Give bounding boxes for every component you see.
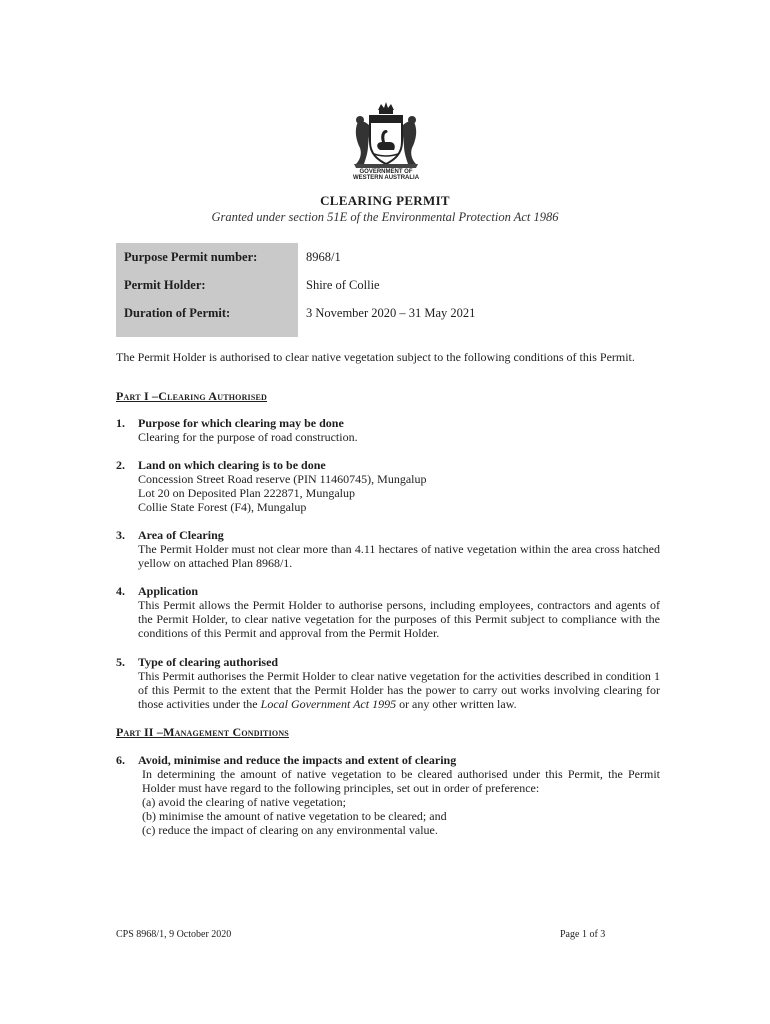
document-subtitle: Granted under section 51E of the Environmental Protection Act 1986 [211,210,559,224]
condition-number: 1. [116,416,125,430]
condition-body [142,767,660,837]
condition-body [138,472,660,514]
info-row-duration [116,299,660,327]
condition-title: Purpose for which clearing may be done [138,416,344,430]
condition-body [138,598,660,640]
info-value: 3 November 2020 – 31 May 2021 [306,306,476,320]
condition-text: The Permit Holder must not clear more than 4.11 hectares of native vegetation within the area cross hatched yellow on attached Plan 8968/1. [138,542,660,570]
condition-number: 4. [116,584,125,598]
condition-line: Concession Street Road reserve (PIN 11460745), Mungalup [138,472,427,486]
government-crest-logo [346,102,426,180]
info-label: Purpose Permit number: [116,243,298,271]
document-title: CLEARING PERMIT [320,193,450,208]
info-label-spacer [116,327,298,337]
info-row-permit-number [116,243,660,271]
condition-number: 6. [116,753,125,767]
logo-text-line1: GOVERNMENT OF [359,169,413,175]
condition-title: Application [138,584,199,598]
condition-line: Collie State Forest (F4), Mungalup [138,500,307,514]
condition-text: This Permit allows the Permit Holder to authorise persons, including employees, contractors and agents of the Permit Holder, to clear native vegetation for the purposes of this Permit subject to compliance with the conditions of this Permit and approval from the Permit Holder. [138,598,660,640]
condition-title: Area of Clearing [138,528,224,542]
intro-paragraph: The Permit Holder is authorised to clear native vegetation subject to the following conditions of this Permit. [116,350,635,364]
principle-item: (c) reduce the impact of clearing on any environmental value. [142,823,438,837]
info-table-spacer [116,327,660,337]
page-number: Page 1 of 3 [560,929,606,940]
part-two-heading: Part II –Management Conditions [116,725,289,739]
condition-number: 5. [116,655,125,669]
condition-title: Avoid, minimise and reduce the impacts and extent of clearing [138,753,457,767]
condition-body [138,542,660,570]
footer-reference: CPS 8968/1, 9 October 2020 [116,929,232,940]
condition-body [138,669,660,711]
condition-text [138,669,660,711]
info-value: 8968/1 [306,250,341,264]
condition-number: 2. [116,458,125,472]
condition-body [138,430,660,444]
condition-text-after: or any other written law. [396,697,517,711]
condition-line: Lot 20 on Deposited Plan 222871, Mungalup [138,486,355,500]
act-reference: Local Government Act 1995 [260,697,397,711]
part-one-heading: Part I –Clearing Authorised [116,389,268,403]
condition-line: Clearing for the purpose of road construction. [138,430,358,444]
condition-title: Type of clearing authorised [138,655,279,669]
logo-text-line2: WESTERN AUSTRALIA [352,175,420,180]
principle-item: (b) minimise the amount of native vegetation to be cleared; and [142,809,447,823]
info-row-permit-holder [116,271,660,299]
condition-text-before: This Permit authorises the Permit Holder to clear native vegetation for the activities described in condition 1 of this Permit to the extent that the Permit Holder has the power to carry out works involving clearing for those activities under the [138,669,660,711]
principle-item: (a) avoid the clearing of native vegetation; [142,795,346,809]
info-label: Duration of Permit: [116,299,298,327]
info-value: Shire of Collie [306,278,380,292]
condition-title: Land on which clearing is to be done [138,458,326,472]
info-label: Permit Holder: [116,271,298,299]
condition-text: In determining the amount of native vegetation to be cleared authorised under this Permit, the Permit Holder must have regard to the following principles, set out in order of preference: [142,767,660,795]
condition-number: 3. [116,528,125,542]
permit-info-table [116,243,660,337]
